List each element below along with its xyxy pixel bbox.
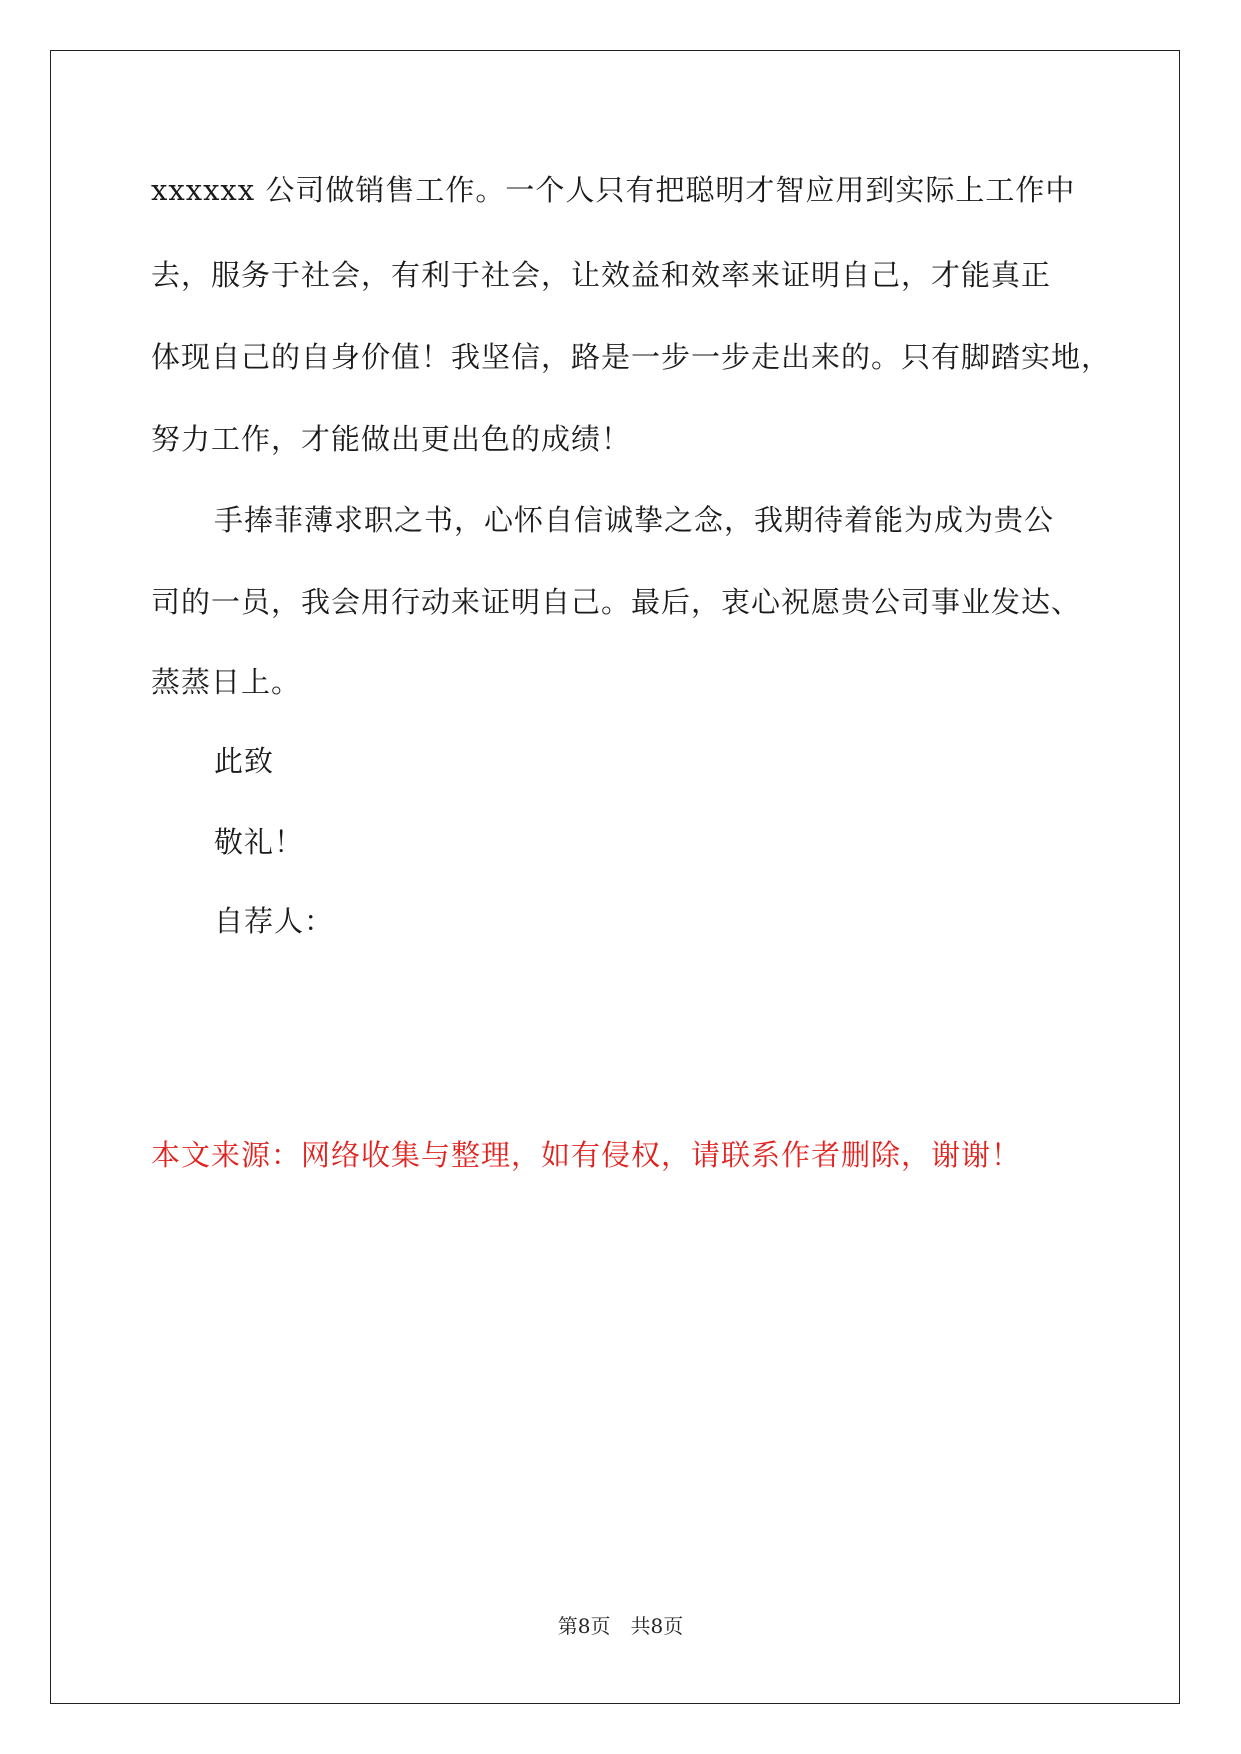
letter-line-2: 去，服务于社会，有利于社会，让效益和效率来证明自己，才能真正 [151, 258, 1052, 292]
letter-line-4: 努力工作，才能做出更出色的成绩！ [151, 422, 632, 456]
letter-line-5: 手捧菲薄求职之书，心怀自信诚挚之念，我期待着能为成为贵公 [214, 503, 1055, 537]
source-disclaimer: 本文来源：网络收集与整理，如有侵权，请联系作者删除，谢谢！ [151, 1138, 1022, 1172]
signature-label: 自荐人： [214, 904, 335, 938]
closing-salutation: 此致 [214, 744, 275, 778]
letter-line-6: 司的一员，我会用行动来证明自己。最后，衷心祝愿贵公司事业发达、 [151, 585, 1082, 619]
letter-line-1: xxxxxx 公司做销售工作。一个人只有把聪明才智应用到实际上工作中 [151, 173, 1076, 207]
page-current: 第8页 [557, 1614, 611, 1638]
letter-line-7: 蒸蒸日上。 [151, 665, 302, 699]
closing-regards: 敬礼！ [214, 825, 305, 859]
page-total: 共8页 [630, 1614, 684, 1638]
letter-line-3: 体现自己的自身价值！我坚信，路是一步一步走出来的。只有脚踏实地， [151, 340, 1112, 374]
page-footer [0, 1614, 1241, 1638]
page-border [50, 50, 1180, 1704]
